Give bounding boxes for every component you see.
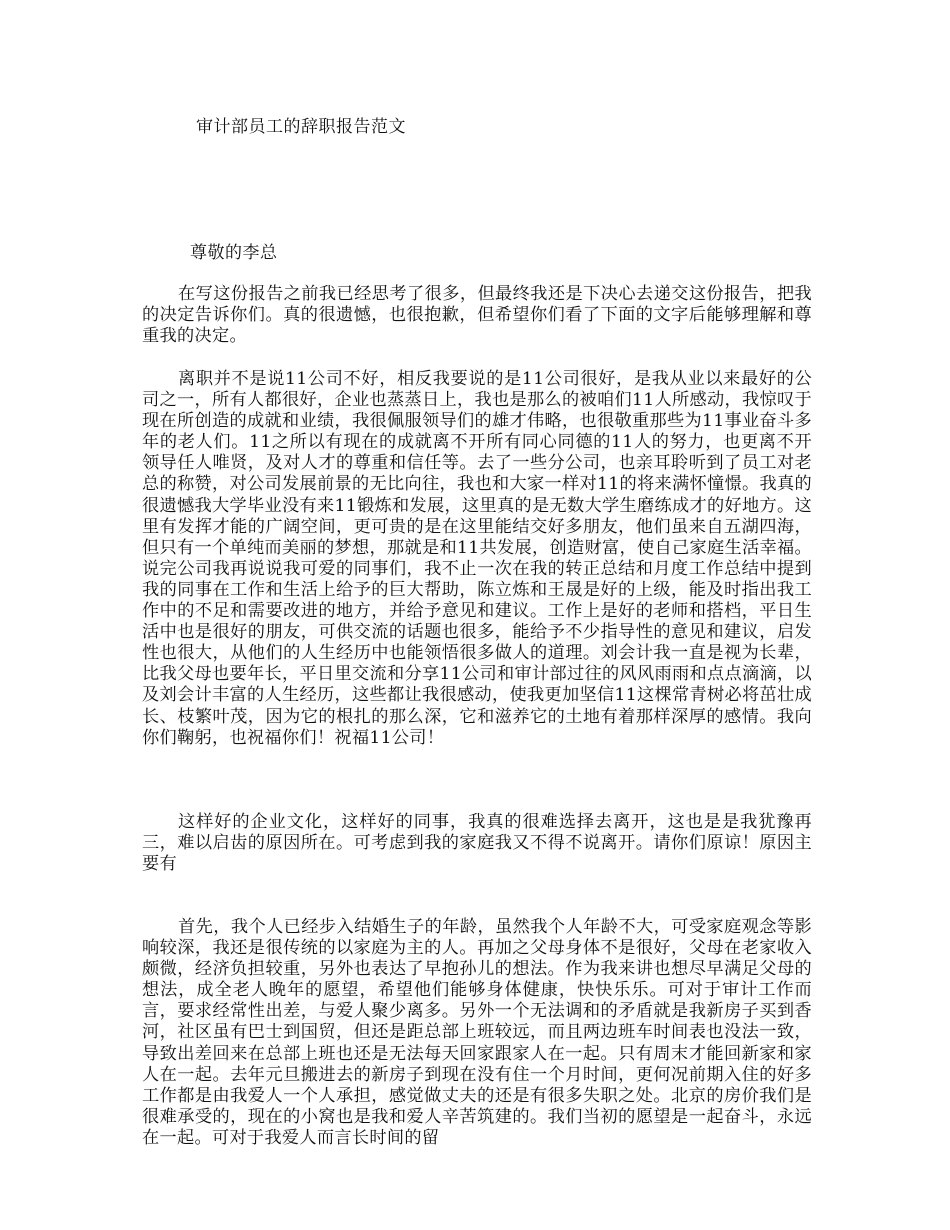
paragraph-company-praise: 离职并不是说11公司不好，相反我要说的是11公司很好，是我从业以来最好的公司之一，所有人都很好，企业也蒸蒸日上，我也是那么的被咱们11人所感动，我惊叹于现在所创造的成就和业绩，我很佩服领导们的雄才伟略，也很敬重那些为11事业奋斗多年的老人们。11之所以有现在的成就离不开所有同心同德的11人的努力，也更离不开领导任人唯贤，及对人才的尊重和信任等。去了一些分公司，也亲耳聆听到了员工对老总的称赞，对公司发展前景的无比向往，我也和大家一样对11的将来满怀憧憬。我真的很遗憾我大学毕业没有来11锻炼和发展，这里真的是无数大学生磨练成才的好地方。这里有发挥才能的广阔空间，更可贵的是在这里能结交好多朋友，他们虽来自五湖四海，但只有一个单纯而美丽的梦想，那就是和11共发展，创造财富，使自己家庭生活幸福。说完公司我再说说我可爱的同事们，我不止一次在我的转正总结和月度工作总结中提到我的同事在工作和生活上给予的巨大帮助，陈立炼和王晟是好的上级，能及时指出我工作中的不足和需要改进的地方，并给予意见和建议。工作上是好的老师和搭档，平日生活中也是很好的朋友，可供交流的话题也很多，能给予不少指导性的意见和建议，启发性也很大，从他们的人生经历中也能领悟很多做人的道理。刘会计我一直是视为长辈，比我父母也要年长，平日里交流和分享11公司和审计部过往的风风雨雨和点点滴滴，以及刘会计丰富的人生经历，这些都让我很感动，使我更加坚信11这棵常青树必将茁壮成长、枝繁叶茂，因为它的根扎的那么深，它和滋养它的土地有着那样深厚的感情。我向你们鞠躬，也祝福你们！祝福11公司！ [142, 369, 812, 748]
document-title: 审计部员工的辞职报告范文 [196, 117, 406, 137]
paragraph-reluctance: 这样好的企业文化，这样好的同事，我真的很难选择去离开，这也是是我犹豫再三，难以启齿的原因所在。可考虑到我的家庭我又不得不说离开。请你们原谅！原因主要有 [142, 812, 812, 875]
salutation: 尊敬的李总 [190, 243, 278, 263]
paragraph-family-reasons: 首先，我个人已经步入结婚生子的年龄，虽然我个人年龄不大，可受家庭观念等影响较深，我还是很传统的以家庭为主的人。再加之父母身体不是很好，父母在老家收入颇微，经济负担较重，另外也表达了早抱孙儿的想法。作为我来讲也想尽早满足父母的想法，成全老人晚年的愿望，希望他们能够身体健康，快快乐乐。可对于审计工作而言，要求经常性出差，与爱人聚少离多。另外一个无法调和的矛盾就是我新房子买到香河，社区虽有巴士到国贸，但还是距总部上班较远，而且两边班车时间表也没法一致，导致出差回来在总部上班也还是无法每天回家跟家人在一起。只有周末才能回新家和家人在一起。去年元旦搬进去的新房子到现在没有住一个月时间，更何况前期入住的好多工作都是由我爱人一个人承担，感觉做丈夫的还是有很多失职之处。北京的房价我们是很难承受的，现在的小窝也是我和爱人辛苦筑建的。我们当初的愿望是一起奋斗，永远在一起。可对于我爱人而言长时间的留 [142, 917, 812, 1148]
paragraph-intro: 在写这份报告之前我已经思考了很多，但最终我还是下决心去递交这份报告，把我的决定告诉你们。真的很遗憾，也很抱歉，但希望你们看了下面的文字后能够理解和尊重我的决定。 [142, 284, 812, 347]
